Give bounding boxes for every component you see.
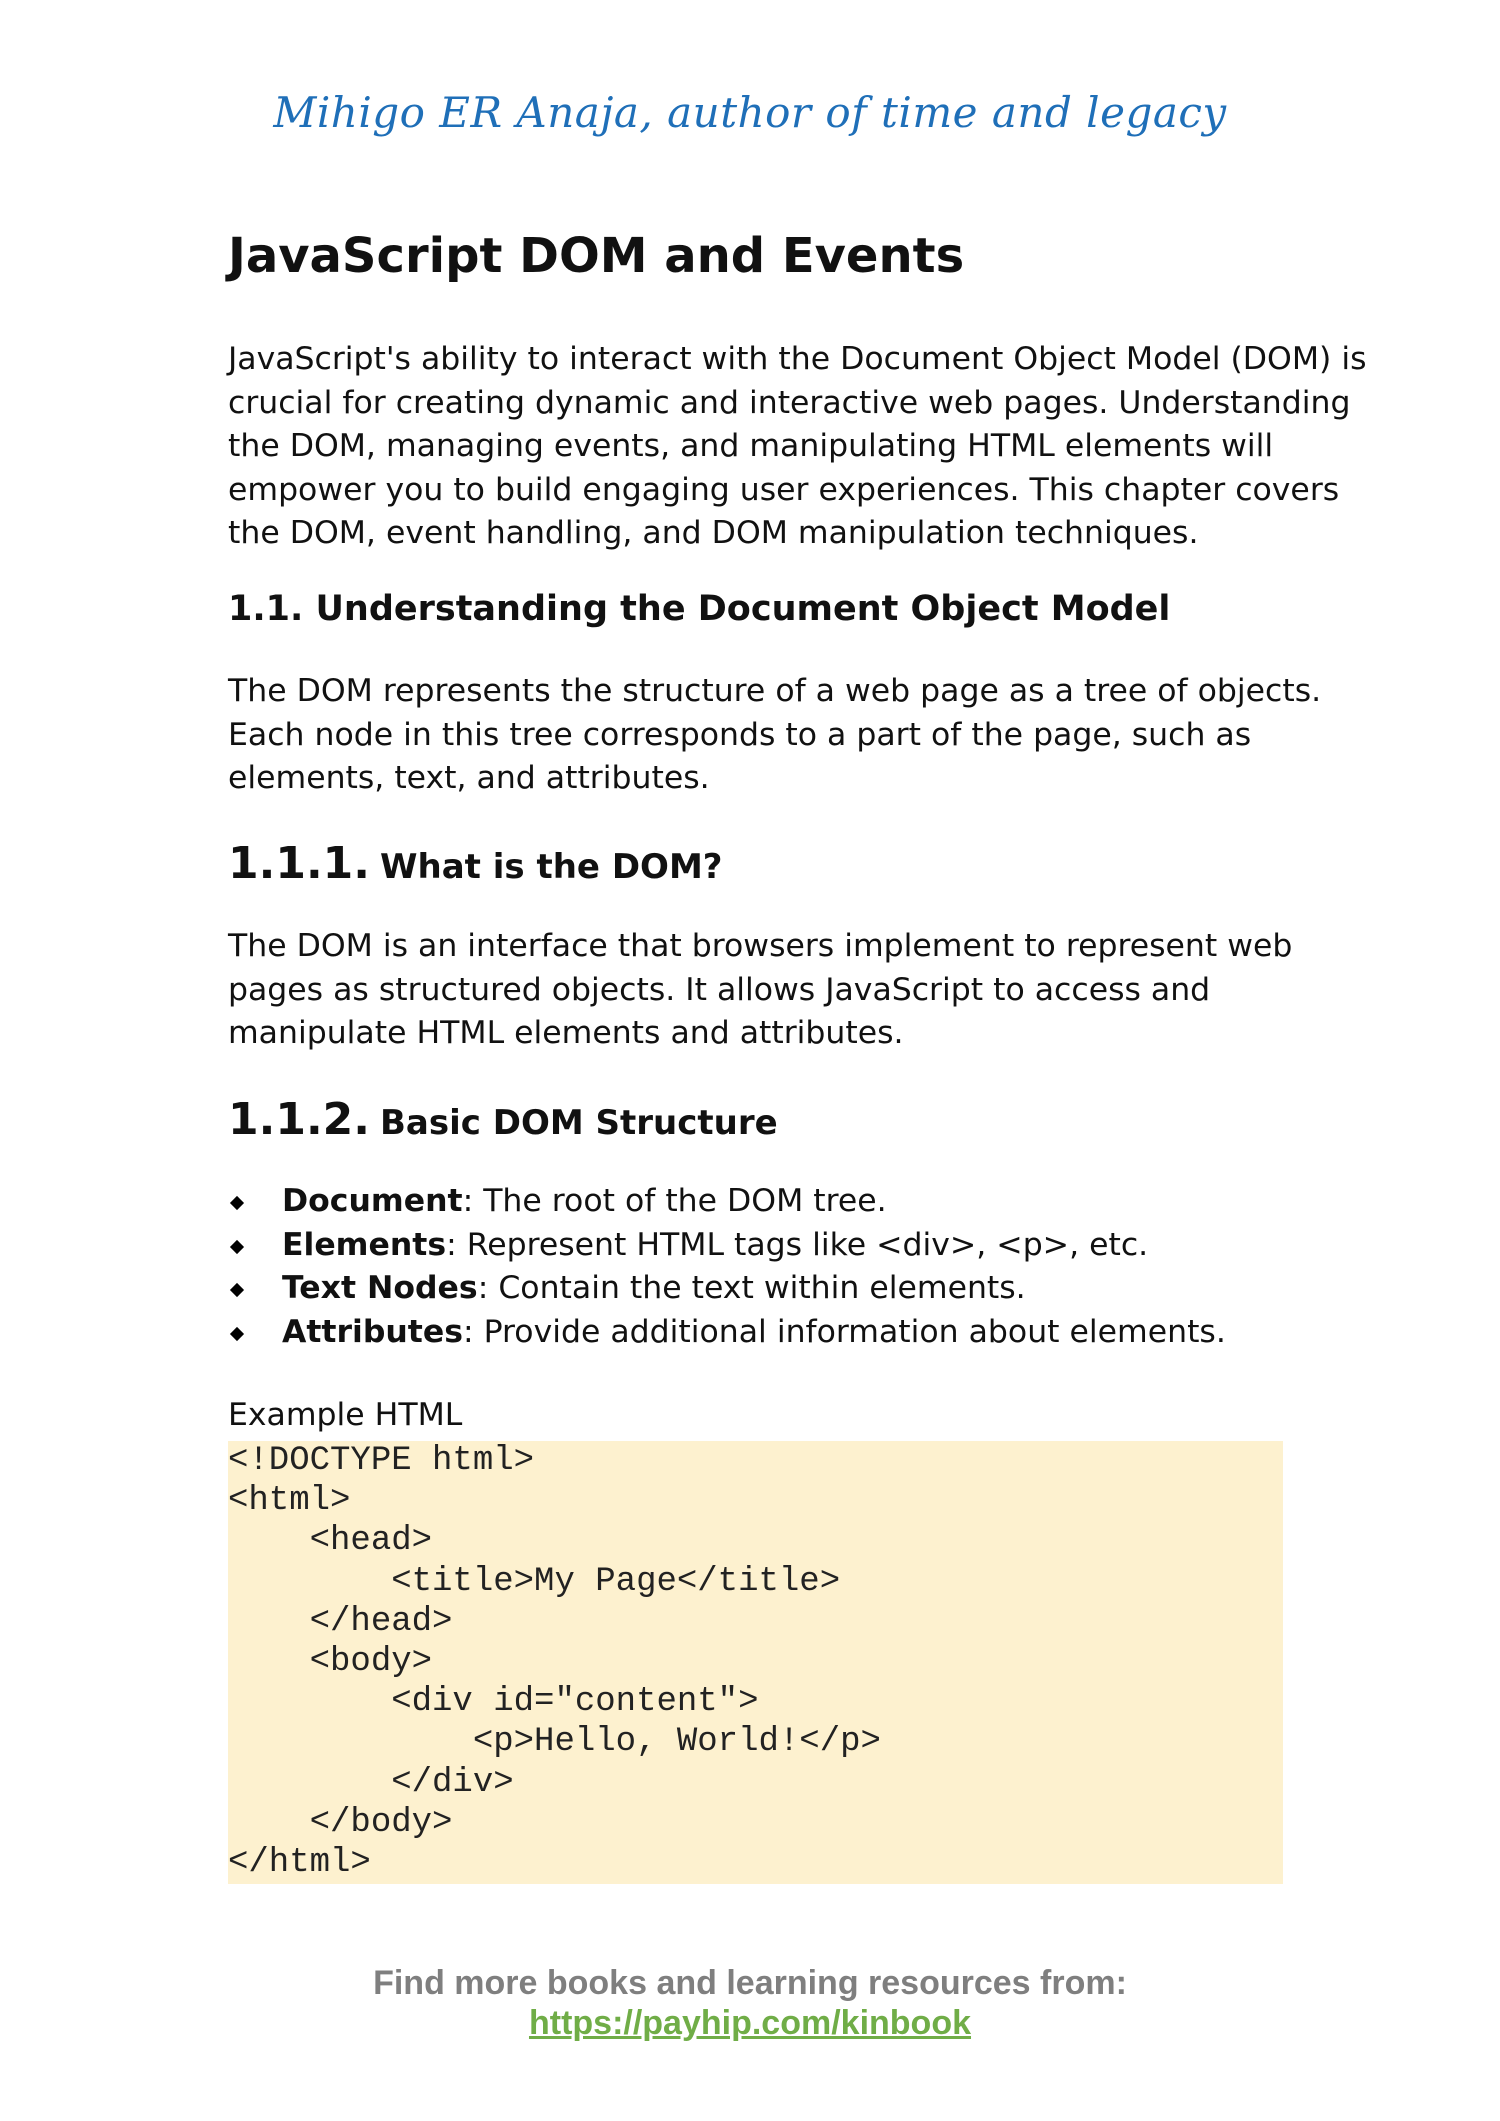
code-line: <!DOCTYPE html> [228, 1442, 535, 1480]
paragraph-line: pages as structured objects. It allows JavaScript to access and [228, 971, 1211, 1008]
bullet-text: : Contain the text within elements. [477, 1270, 1026, 1306]
diamond-bullet-icon [230, 1326, 244, 1340]
paragraph-line: The DOM is an interface that browsers implement to represent web [228, 928, 1293, 964]
code-line: </div> [228, 1763, 514, 1802]
bullet-text: : Provide additional information about elements. [462, 1313, 1226, 1350]
section-heading-1-1-2 [228, 1094, 778, 1145]
section-number: 1.1.1. [228, 838, 370, 889]
paragraph-line: elements, text, and attributes. [228, 760, 710, 796]
diamond-bullet-icon [230, 1283, 244, 1297]
section-heading-1-1: 1.1. Understanding the Document Object Model [228, 589, 1171, 629]
bullet-text: : The root of the DOM tree. [462, 1183, 887, 1219]
list-item [228, 1311, 1226, 1355]
list-item [228, 1224, 1226, 1268]
page-title: JavaScript DOM and Events [228, 228, 965, 284]
diamond-bullet-icon [230, 1239, 244, 1253]
code-line: </head> [228, 1602, 453, 1641]
code-line: <div id="content"> [228, 1683, 759, 1722]
list-item [228, 1180, 1226, 1224]
intro-paragraph [228, 338, 1367, 556]
code-line: <title>My Page</title> [228, 1562, 841, 1601]
intro-line: empower you to build engaging user experiences. This chapter covers [228, 471, 1340, 508]
paragraph-line: Each node in this tree corresponds to a part of the page, such as [228, 716, 1252, 753]
section-heading-1-1-1 [228, 838, 723, 889]
code-line: <head> [228, 1522, 433, 1561]
section-title: What is the DOM? [380, 847, 723, 887]
code-line: <p>Hello, World!</p> [228, 1723, 881, 1762]
intro-line: JavaScript's ability to interact with the Document Object Model (DOM) is [228, 341, 1367, 377]
bullet-term: Elements [282, 1226, 447, 1263]
paragraph-line: manipulate HTML elements and attributes. [228, 1015, 904, 1051]
section-1-1-paragraph [228, 670, 1322, 801]
footer-text: Find more books and learning resources from: [373, 1964, 1127, 2002]
dom-structure-list [228, 1180, 1226, 1354]
author-header: Mihigo ER Anaja, author of time and legacy [273, 88, 1227, 137]
diamond-bullet-icon [230, 1196, 244, 1210]
intro-line: the DOM, managing events, and manipulating HTML elements will [228, 428, 1274, 464]
bullet-term: Text Nodes [282, 1270, 478, 1306]
code-block [228, 1441, 1283, 1884]
footer-link[interactable]: https://payhip.com/kinbook [528, 2004, 972, 2042]
section-1-1-1-paragraph [228, 925, 1293, 1056]
intro-line: crucial for creating dynamic and interactive web pages. Understanding [228, 384, 1351, 421]
code-line: </html> [228, 1844, 371, 1883]
code-line: </body> [228, 1803, 453, 1842]
section-number: 1.1.2. [228, 1094, 370, 1145]
intro-line: the DOM, event handling, and DOM manipulation techniques. [228, 515, 1199, 551]
code-line: <body> [228, 1643, 433, 1682]
bullet-term: Document [282, 1183, 463, 1219]
example-label: Example HTML [228, 1397, 463, 1433]
code-line: <html> [228, 1482, 351, 1521]
paragraph-line: The DOM represents the structure of a web page as a tree of objects. [228, 673, 1322, 709]
list-item [228, 1267, 1226, 1311]
section-title: Basic DOM Structure [380, 1103, 778, 1143]
bullet-term: Attributes [282, 1313, 463, 1350]
bullet-text: : Represent HTML tags like <div>, <p>, etc. [446, 1226, 1149, 1263]
